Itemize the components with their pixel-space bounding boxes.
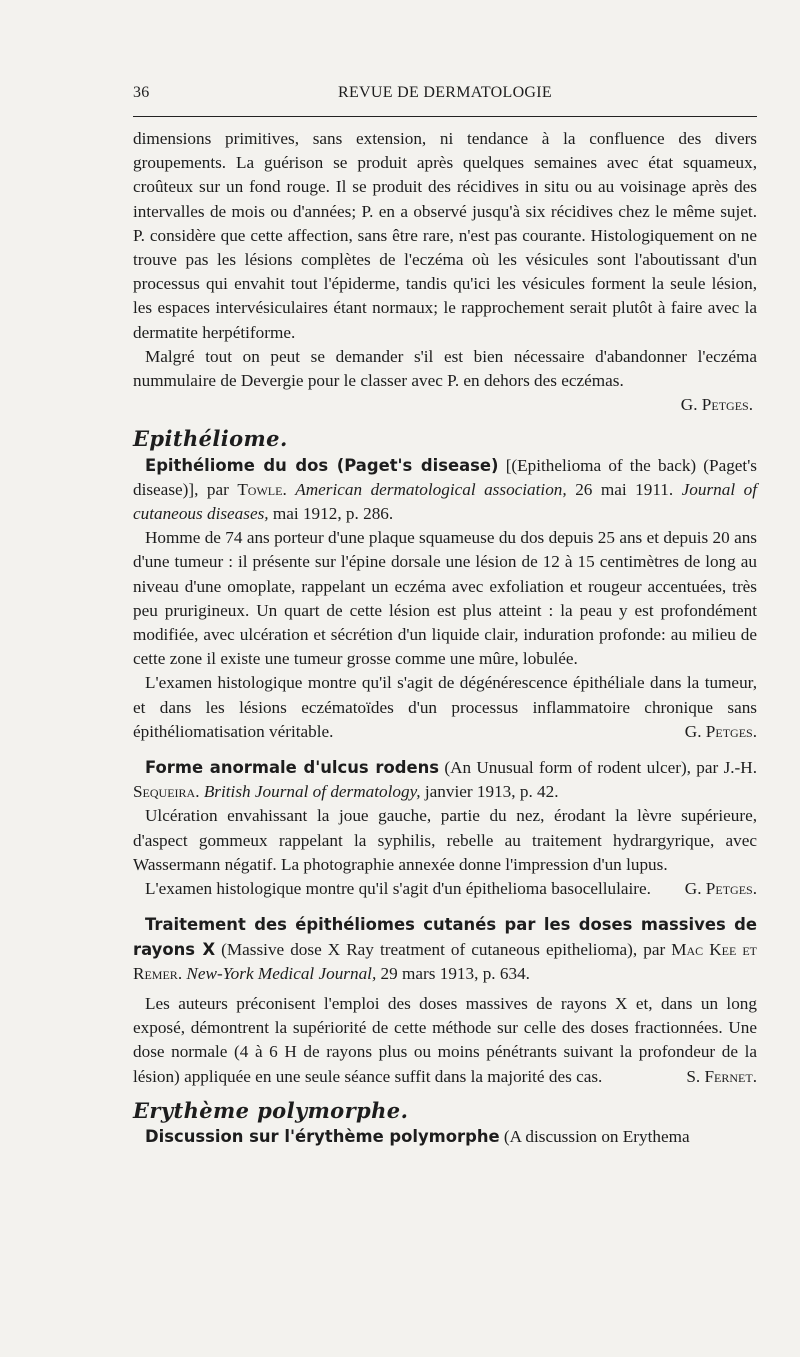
review-citation: Discussion sur l'érythème polymorphe (A discussion on Erythema [145,1126,690,1146]
paragraph: Les auteurs préconisent l'emploi des doses massives de rayons X et, dans un long exposé, démontrent la supériorité de cette méthode sur celle des doses fractionnées. Une dose normale (4 à 6 H de rayons plus ou moins pénétrants suivant la profondeur de la lésion) appliquée en une seule séance suffit dans la majorité des cas. S. Fernet. [133,992,757,1089]
author: Sequeira [133,782,196,802]
review-citation: Epithéliome du dos (Paget's disease) [(Epithelioma of the back) (Paget's disease)], par Towle. American dermatological association, 26 mai 1911. Journal of cutaneous diseases, mai 1912, p. 286. [133,455,758,524]
author: Towle [237,479,283,499]
paragraph: Homme de 74 ans porteur d'une plaque squameuse du dos depuis 25 ans et depuis 20 ans d'une tumeur : il présente sur l'épine dorsale une lésion de 12 à 15 centimètres de long au niveau d'une omoplate, rappelant un eczéma avec exfoliation et rougeur accentuées, très peu prurigineux. Un quart de cette lésion est plus atteint : la peau y est profondément modifiée, avec ulcération et sécrétion d'un liquide clair, induration profonde: au milieu de cette zone il existe une tumeur grosse comme une mûre, lobulée. [133,528,757,669]
review-title: Discussion sur l'érythème polymorphe [145,1126,500,1146]
paragraph: L'examen histologique montre qu'il s'agit de dégénérescence épithéliale dans la tumeur, et dans les lésions eczématoïdes d'un processus inflammatoire chronique sans épithéliomatisation véritable. G. Petges. [133,671,757,744]
signature: G. Petges. [684,721,757,741]
review-title: Epithéliome du dos (Paget's disease) [145,455,499,475]
journal-title: REVUE DE DERMATOLOGIE [338,84,552,101]
review-title: Traitement des épithéliomes cutanés par les doses massives de rayons X [133,915,757,959]
section-heading: Epithéliome. [133,426,288,452]
signature: G. Petges. [680,395,753,415]
header-rule [133,116,757,117]
signature: G. Petges. [684,879,757,899]
paragraph: dimensions primitives, sans extension, ni tendance à la confluence des divers groupements. La guérison se produit après quelques semaines avec état squameux, croûteux sur un fond rouge. Il se produit des récidives in situ ou au voisinage après des intervalles de mois ou d'années; P. en a observé jusqu'à six récidives chez le même sujet. P. considère que cette affection, sans être rare, n'est pas courante. Histologiquement on ne trouve pas les lésions complètes de l'eczéma où les vésicules sont l'aboutissant d'un processus qui envahit tout l'épiderme, tandis qu'ici les vésicules forment la seule lésion, les espaces intervésiculaires étant normaux; le rapprochement serait plutôt à faire avec la dermatite herpétiforme. [133,129,757,342]
section-heading: Erythème polymorphe. [133,1097,409,1123]
page-number: 36 [133,84,150,101]
review-citation: Forme anormale d'ulcus rodens (An Unusual form of rodent ulcer), par J.-H. Sequeira. British Journal of dermatology, janvier 1913, p. 42. [133,758,757,802]
paragraph: Ulcération envahissant la joue gauche, partie du nez, érodant la lèvre supérieure, d'aspect gommeux rappelant la syphilis, rebelle au traitement hydrargyrique, avec Wassermann négatif. La photographie annexée donne l'impression d'un lupus. [133,806,757,874]
signature: S. Fernet. [686,1066,757,1086]
article-body [133,127,757,1149]
paragraph: L'examen histologique montre qu'il s'agit d'un épithelioma basocellulaire. G. Petges. [133,877,757,901]
author: Mac Kee et Remer [133,939,757,983]
paragraph: Malgré tout on peut se demander s'il est bien nécessaire d'abandonner l'eczéma nummulaire de Devergie pour le classer avec P. en dehors des eczémas. [133,346,757,391]
review-citation: Traitement des épithéliomes cutanés par les doses massives de rayons X (Massive dose X Ray treatment of cutaneous epithelioma), par Mac Kee et Remer. New-York Medical Journal, 29 mars 1913, p. 634. [133,915,757,983]
review-title: Forme anormale d'ulcus rodens [145,758,440,778]
